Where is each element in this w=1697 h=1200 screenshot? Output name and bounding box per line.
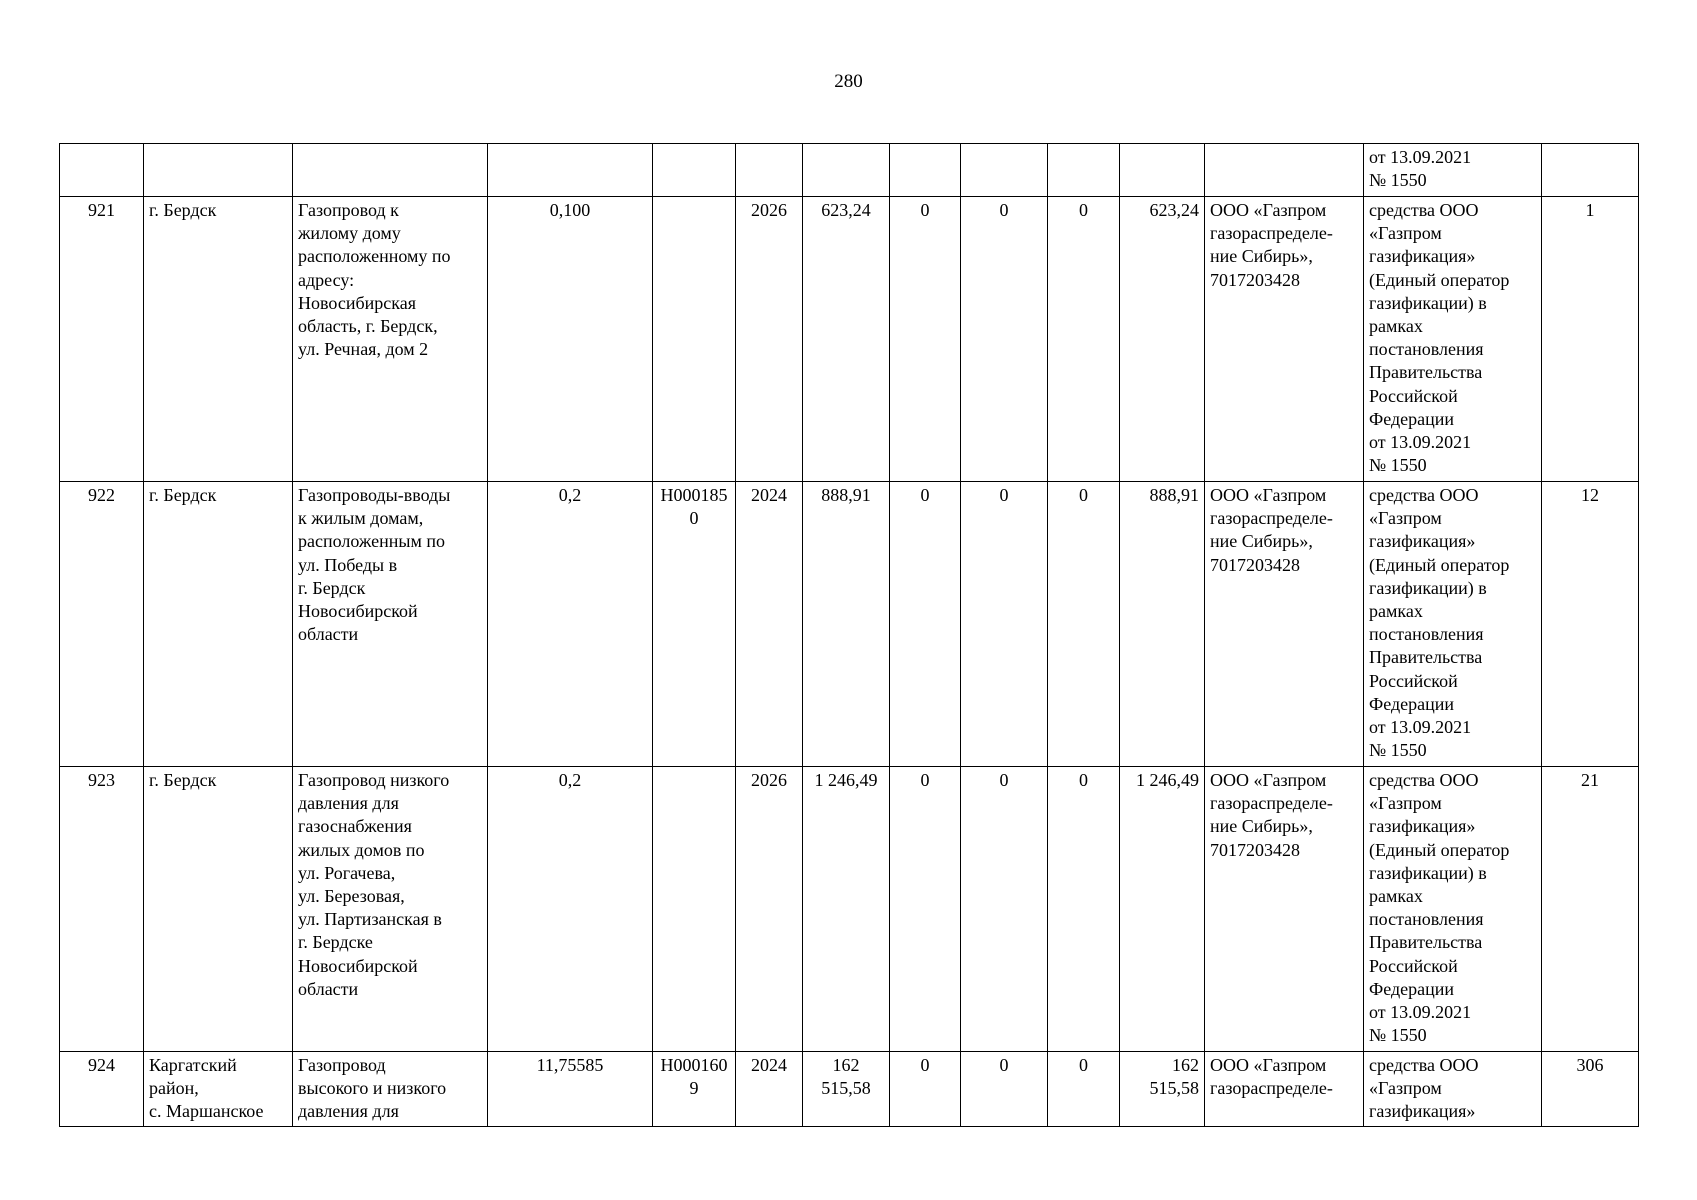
cell-total: 162 515,58 — [803, 1052, 890, 1127]
table-row — [60, 197, 1639, 482]
cell-value-2: 0 — [961, 482, 1048, 767]
cell-num: 924 — [60, 1052, 144, 1127]
cell-value-1: 0 — [890, 482, 961, 767]
cell-year: 2026 — [736, 197, 803, 482]
cell-object: Газопровод высокого и низкого давления для — [293, 1052, 488, 1127]
cell-object: Газопровод к жилому дому расположенному по адресу: Новосибирская область, г. Бердск, ул. Речная, дом 2 — [293, 197, 488, 482]
cell-code — [653, 767, 736, 1052]
cell-value-1: 0 — [890, 197, 961, 482]
cell-location — [144, 144, 293, 197]
cell-value-2: 0 — [961, 767, 1048, 1052]
cell-value-3: 0 — [1048, 197, 1120, 482]
cell-object: Газопроводы-вводы к жилым домам, расположенным по ул. Победы в г. Бердск Новосибирской области — [293, 482, 488, 767]
page-number: 280 — [834, 71, 863, 92]
cell-funding-source: средства ООО «Газпром газификация» (Единый оператор газификации) в рамках постановления Правительства Российской Федерации от 13.09.2021 № 1550 — [1364, 767, 1542, 1052]
cell-count: 306 — [1542, 1052, 1639, 1127]
cell-value-1: 0 — [890, 767, 961, 1052]
cell-location: г. Бердск — [144, 482, 293, 767]
cell-object — [293, 144, 488, 197]
cell-organization: ООО «Газпром газораспределе- ние Сибирь», 7017203428 — [1205, 767, 1364, 1052]
cell-total: 623,24 — [803, 197, 890, 482]
cell-value-2 — [961, 144, 1048, 197]
cell-value-3: 0 — [1048, 1052, 1120, 1127]
cell-length: 0,100 — [488, 197, 653, 482]
cell-organization — [1205, 144, 1364, 197]
cell-total: 888,91 — [803, 482, 890, 767]
cell-num — [60, 144, 144, 197]
cell-funding-source: средства ООО «Газпром газификация» (Единый оператор газификации) в рамках постановления Правительства Российской Федерации от 13.09.2021 № 1550 — [1364, 197, 1542, 482]
cell-funding-source: от 13.09.2021 № 1550 — [1364, 144, 1542, 197]
cell-organization: ООО «Газпром газораспределе- — [1205, 1052, 1364, 1127]
cell-year — [736, 144, 803, 197]
cell-year: 2026 — [736, 767, 803, 1052]
cell-funding-source: средства ООО «Газпром газификация» (Единый оператор газификации) в рамках постановления Правительства Российской Федерации от 13.09.2021 № 1550 — [1364, 482, 1542, 767]
cell-num: 921 — [60, 197, 144, 482]
cell-location: г. Бердск — [144, 197, 293, 482]
cell-organization: ООО «Газпром газораспределе- ние Сибирь», 7017203428 — [1205, 482, 1364, 767]
cell-value-4: 623,24 — [1120, 197, 1205, 482]
cell-value-3: 0 — [1048, 767, 1120, 1052]
cell-year: 2024 — [736, 482, 803, 767]
gas-pipeline-table — [59, 143, 1639, 1127]
cell-value-4: 888,91 — [1120, 482, 1205, 767]
cell-value-4: 1 246,49 — [1120, 767, 1205, 1052]
cell-value-1 — [890, 144, 961, 197]
cell-location: г. Бердск — [144, 767, 293, 1052]
cell-num: 923 — [60, 767, 144, 1052]
table-row — [60, 1052, 1639, 1127]
table-row — [60, 482, 1639, 767]
cell-total: 1 246,49 — [803, 767, 890, 1052]
cell-count: 21 — [1542, 767, 1639, 1052]
cell-code — [653, 144, 736, 197]
cell-value-4 — [1120, 144, 1205, 197]
cell-length: 11,75585 — [488, 1052, 653, 1127]
cell-object: Газопровод низкого давления для газоснабжения жилых домов по ул. Рогачева, ул. Березовая, ул. Партизанская в г. Бердске Новосибирской области — [293, 767, 488, 1052]
cell-count — [1542, 144, 1639, 197]
cell-organization: ООО «Газпром газораспределе- ние Сибирь», 7017203428 — [1205, 197, 1364, 482]
cell-value-2: 0 — [961, 1052, 1048, 1127]
cell-location: Каргатский район, с. Маршанское — [144, 1052, 293, 1127]
table-row — [60, 144, 1639, 197]
cell-code: Н0001609 — [653, 1052, 736, 1127]
cell-count: 12 — [1542, 482, 1639, 767]
cell-num: 922 — [60, 482, 144, 767]
cell-count: 1 — [1542, 197, 1639, 482]
cell-value-1: 0 — [890, 1052, 961, 1127]
table-row — [60, 767, 1639, 1052]
cell-value-3 — [1048, 144, 1120, 197]
cell-value-2: 0 — [961, 197, 1048, 482]
cell-value-3: 0 — [1048, 482, 1120, 767]
cell-year: 2024 — [736, 1052, 803, 1127]
cell-length: 0,2 — [488, 767, 653, 1052]
cell-value-4: 162 515,58 — [1120, 1052, 1205, 1127]
cell-total — [803, 144, 890, 197]
cell-length: 0,2 — [488, 482, 653, 767]
cell-length — [488, 144, 653, 197]
cell-code: Н0001850 — [653, 482, 736, 767]
cell-code — [653, 197, 736, 482]
cell-funding-source: средства ООО «Газпром газификация» — [1364, 1052, 1542, 1127]
